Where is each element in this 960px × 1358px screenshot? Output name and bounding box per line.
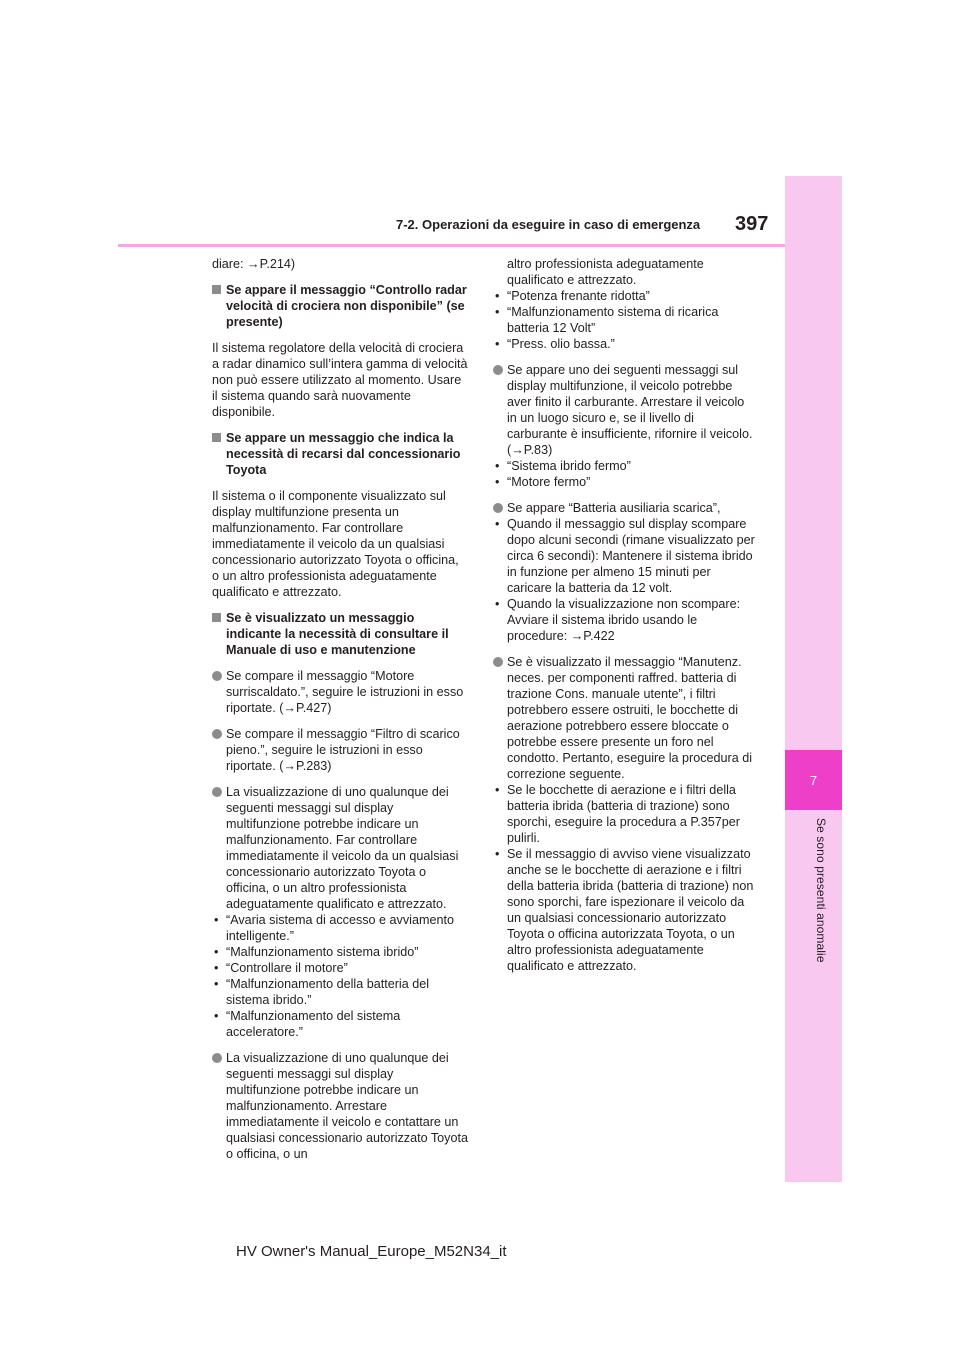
square-bullet-icon bbox=[212, 433, 221, 442]
circle-bullet-item bbox=[212, 726, 468, 774]
paragraph: Il sistema regolatore della velocità di crociera a radar dinamico sull’intera gamma di velocità non può essere utilizzato al momento. Usare il sistema quando sarà nuovamente disponibile. bbox=[212, 341, 468, 419]
circle-bullet-item bbox=[493, 654, 755, 782]
circle-bullet-icon bbox=[212, 729, 222, 739]
list-item: • Quando il messaggio sul display scompare dopo alcuni secondi (rimane visualizzato per circa 6 secondi): Mantenere il sistema ibrido in funzione per almeno 15 minuti per caricare la batteria da 12 volt. bbox=[495, 517, 755, 595]
message-list bbox=[493, 288, 755, 352]
circle-bullet-icon bbox=[493, 365, 503, 375]
bullet-text: La visualizzazione di uno qualunque dei seguenti messaggi sul display multifunzione potrebbe indicare un malfunzionamento. Arrestare immediatamente il veicolo e contattare un qualsiasi concessionario autorizzato Toyota o officina, o un bbox=[226, 1051, 468, 1161]
message-list bbox=[212, 912, 468, 1040]
bullet-text: Se compare il messaggio “Motore surriscaldato.”, seguire le istruzioni in esso riportate. (→P.427) bbox=[226, 669, 464, 715]
list-item: • “Malfunzionamento della batteria del sistema ibrido.” bbox=[214, 977, 430, 1007]
page-number: 397 bbox=[735, 213, 769, 235]
message-list bbox=[493, 782, 755, 974]
list-item-text: “Press. olio bassa.” bbox=[507, 337, 615, 351]
message-list bbox=[493, 458, 755, 490]
list-item: • “Malfunzionamento del sistema acceleratore.” bbox=[214, 1009, 401, 1039]
list-item-text: “Malfunzionamento sistema ibrido” bbox=[226, 945, 419, 959]
footer-doc-id: HV Owner's Manual_Europe_M52N34_it bbox=[236, 1243, 507, 1260]
heading-text: Se appare un messaggio che indica la necessità di recarsi dal concessionario Toyota bbox=[226, 431, 461, 477]
circle-bullet-item bbox=[212, 1050, 468, 1162]
bullet-text: Se appare uno dei seguenti messaggi sul display multifunzione, il veicolo potrebbe aver finito il carburante. Arrestare il veicolo in un luogo sicuro e, se il livello di carburante è insufficiente, rifornire il veicolo. (→P.83) bbox=[507, 363, 753, 457]
list-item: • Se il messaggio di avviso viene visualizzato anche se le bocchette di aerazione e i filtri della batteria ibrida (batteria di trazione) non sono sporchi, fare ispezionare il veicolo da un qualsiasi concessionario autorizzato Toyota o officina autorizzata Toyota, o un altro professionista adeguatamente qualificato e attrezzato. bbox=[495, 847, 754, 973]
list-item: • “Malfunzionamento sistema ibrido” bbox=[214, 945, 419, 959]
circle-bullet-icon bbox=[212, 787, 222, 797]
chapter-number: 7 bbox=[809, 772, 818, 788]
list-item-text: “Avaria sistema di accesso e avviamento intelligente.” bbox=[226, 913, 454, 943]
circle-bullet-icon bbox=[493, 657, 503, 667]
list-item-text: “Malfunzionamento sistema di ricarica batteria 12 Volt” bbox=[507, 305, 719, 335]
bullet-text: Se è visualizzato il messaggio “Manutenz. neces. per componenti raffred. batteria di trazione Cons. manuale utente”, i filtri potrebbero essere ostruiti, le bocchette di aerazione potrebbero essere bloccate o potrebbe essere presente un foro nel condotto. Pertanto, eseguire la procedura di correzione seguente. bbox=[507, 655, 753, 781]
heading-text: Se è visualizzato un messaggio indicante la necessità di consultare il Manuale di uso e manutenzione bbox=[226, 611, 449, 657]
list-item-text: Se le bocchette di aerazione e i filtri della batteria ibrida (batteria di trazione) sono sporchi, eseguire la procedura a P.357per pulirli. bbox=[507, 783, 740, 845]
section-heading bbox=[212, 430, 468, 478]
bullet-text: La visualizzazione di uno qualunque dei seguenti messaggi sul display multifunzione potrebbe indicare un malfunzionamento. Far controllare immediatamente il veicolo da un qualsiasi concessionario autorizzato Toyota o officina, o un altro professionista adeguatamente qualificato e attrezzato. bbox=[226, 785, 459, 911]
header-rule bbox=[118, 244, 785, 247]
list-item-text: “Malfunzionamento della batteria del sistema ibrido.” bbox=[226, 977, 430, 1007]
list-item: • “Sistema ibrido fermo” bbox=[495, 459, 631, 473]
message-list bbox=[493, 516, 755, 644]
chapter-title: Se sono presenti anomalie bbox=[814, 818, 828, 963]
left-column bbox=[212, 256, 468, 1172]
circle-bullet-icon bbox=[212, 671, 222, 681]
section-heading bbox=[212, 282, 468, 330]
list-item-text: “Motore fermo” bbox=[507, 475, 591, 489]
circle-bullet-icon bbox=[493, 503, 503, 513]
chapter-side-band bbox=[785, 176, 842, 1182]
circle-bullet-item bbox=[493, 362, 755, 458]
list-item: • “Malfunzionamento sistema di ricarica batteria 12 Volt” bbox=[495, 305, 719, 335]
square-bullet-icon bbox=[212, 285, 221, 294]
paragraph: Il sistema o il componente visualizzato sul display multifunzione presenta un malfunzionamento. Far controllare immediatamente il veicolo da un qualsiasi concessionario autorizzato Toyota o officina, o un altro professionista adeguatamente qualificato e attrezzato. bbox=[212, 489, 459, 599]
section-title: 7-2. Operazioni da eseguire in caso di emergenza bbox=[396, 217, 701, 232]
list-item-text: Se il messaggio di avviso viene visualizzato anche se le bocchette di aerazione e i filtri della batteria ibrida (batteria di trazione) non sono sporchi, fare ispezionare il veicolo da un qualsiasi concessionario autorizzato Toyota o officina autorizzata Toyota, o un altro professionista adeguatamente qualificato e attrezzato. bbox=[507, 847, 754, 973]
list-item-text: “Potenza frenante ridotta” bbox=[507, 289, 650, 303]
list-item-text: “Sistema ibrido fermo” bbox=[507, 459, 631, 473]
continued-text: altro professionista adeguatamente qualificato e attrezzato. bbox=[507, 257, 704, 287]
list-item: • “Avaria sistema di accesso e avviamento intelligente.” bbox=[214, 913, 454, 943]
list-item-text: “Malfunzionamento del sistema acceleratore.” bbox=[226, 1009, 401, 1039]
list-item: • “Controllare il motore” bbox=[214, 961, 348, 975]
intro-text: diare: →P.214) bbox=[212, 257, 296, 271]
heading-text: Se appare il messaggio “Controllo radar velocità di crociera non disponibile” (se presente) bbox=[226, 283, 467, 329]
section-heading bbox=[212, 610, 468, 658]
list-item-text: Quando il messaggio sul display scompare dopo alcuni secondi (rimane visualizzato per circa 6 secondi): Mantenere il sistema ibrido in funzione per almeno 15 minuti per caricare la batteria da 12 volt. bbox=[507, 517, 755, 595]
circle-bullet-item bbox=[212, 668, 468, 716]
list-item: • Quando la visualizzazione non scompare: Avviare il sistema ibrido usando le procedure: →P.422 bbox=[495, 597, 741, 643]
bullet-text: Se compare il messaggio “Filtro di scarico pieno.”, seguire le istruzioni in esso riportate. (→P.283) bbox=[226, 727, 460, 773]
list-item: • Se le bocchette di aerazione e i filtri della batteria ibrida (batteria di trazione) sono sporchi, eseguire la procedura a P.357per pulirli. bbox=[495, 783, 740, 845]
circle-bullet-item bbox=[212, 784, 468, 912]
right-column bbox=[493, 256, 755, 984]
list-item-text: “Controllare il motore” bbox=[226, 961, 348, 975]
square-bullet-icon bbox=[212, 613, 221, 622]
circle-bullet-icon bbox=[212, 1053, 222, 1063]
list-item: • “Press. olio bassa.” bbox=[495, 337, 615, 351]
chapter-number-tab bbox=[785, 750, 842, 810]
circle-bullet-item bbox=[493, 500, 755, 516]
list-item-text: Quando la visualizzazione non scompare: Avviare il sistema ibrido usando le procedure: →P.422 bbox=[507, 597, 741, 643]
bullet-text: Se appare “Batteria ausiliaria scarica”, bbox=[507, 501, 721, 515]
list-item: • “Motore fermo” bbox=[495, 475, 591, 489]
list-item: • “Potenza frenante ridotta” bbox=[495, 289, 650, 303]
